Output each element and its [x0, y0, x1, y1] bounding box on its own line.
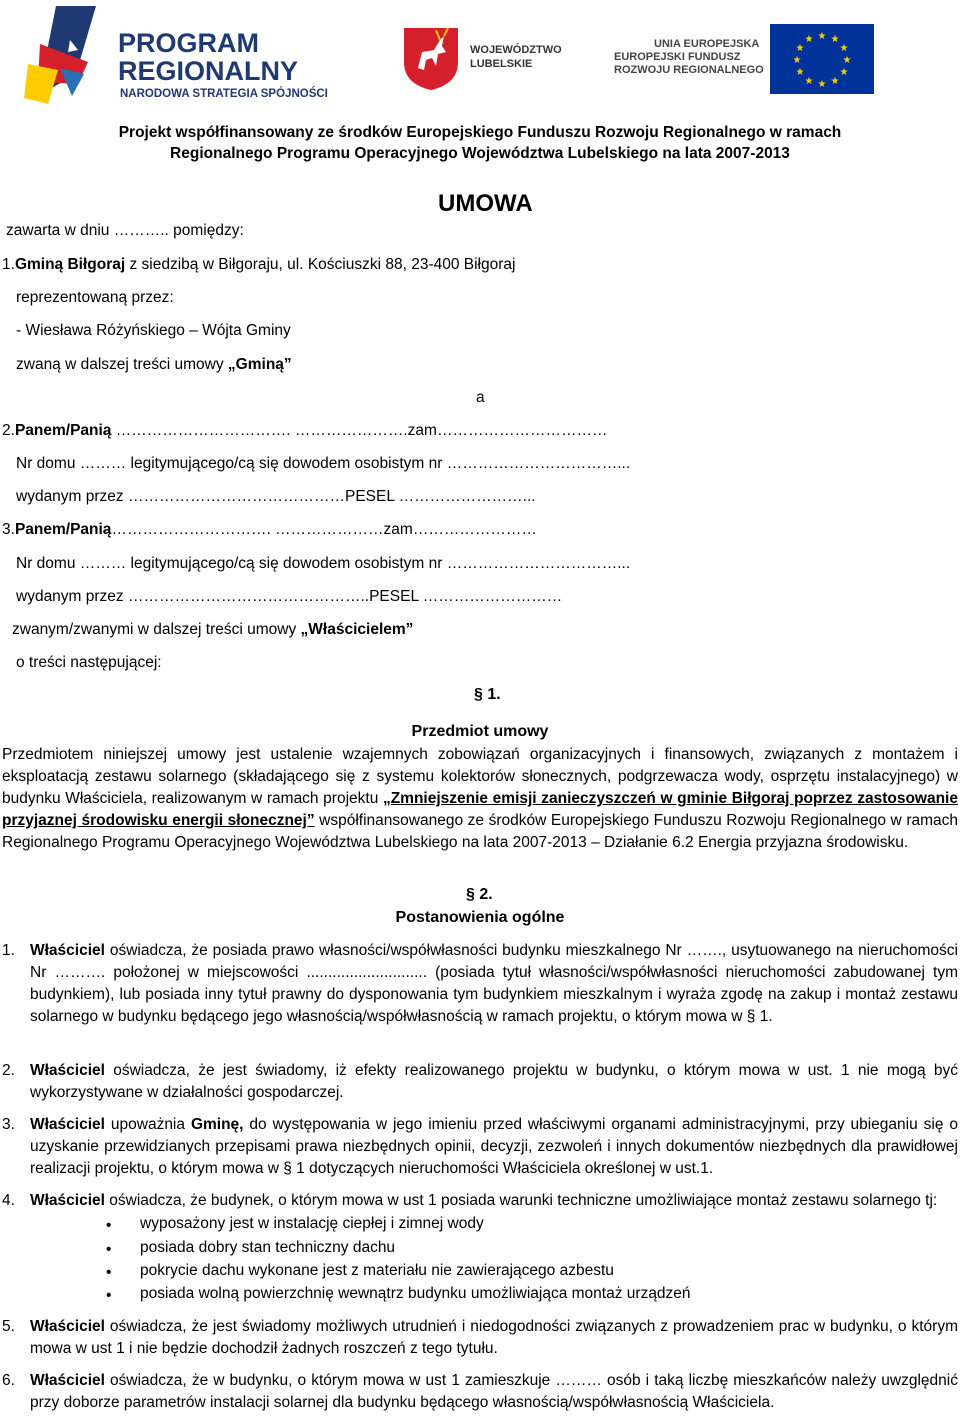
bullet-text: pokrycie dachu wykonane jest z materiału nie zawierającego azbestu [140, 1262, 614, 1279]
zwanym-wlasciciel-line [12, 621, 413, 639]
header-line-2: Regionalnego Programu Operacyjnego Województwa Lubelskiego na lata 2007-2013 [170, 145, 790, 162]
list-item [2, 1316, 958, 1360]
item-number: 4. [2, 1192, 15, 1209]
item-subject: Właściciel [30, 1116, 105, 1133]
item-text: oświadcza, że posiada prawo własności/współwłasności budynku mieszkalnego Nr ……., usytuowanego na nieruchomości Nr ………. położonej w miejscowości ............................ (posiada tytuł własności/współwłasności nieruchomości zabudowanej tym budynkiem), lub posiada inny tytuł prawny do dysponowania tym budynkiem mieszkalnym i wyraża zgodę na zakup i montaż zestawu solarnego w budynku będącego jego własnością/współwłasnością w ramach projektu, o którym mowa w § 1. [30, 942, 958, 1025]
party-3-id-line: Nr domu ……… legitymującego/cą się dowodem osobistym nr ……………………………... [16, 555, 631, 572]
logo-text-fundusz: EUROPEJSKI FUNDUSZ [614, 51, 741, 63]
item-text: oświadcza, że w budynku, o którym mowa w ust 1 zamieszkuje ……… osób i taką liczbę mieszkańców należy uwzględnić przy doborze parametrów instalacji solarnej dla budynku będącego własnością/współwłasnością Właściciela. [30, 1372, 958, 1411]
logo-text-program: PROGRAM [118, 28, 259, 58]
section-1-number: § 1. [474, 686, 501, 703]
svg-text:★: ★ [842, 55, 852, 66]
zwana-text: zwaną w dalszej treści umowy [16, 356, 228, 373]
svg-text:★: ★ [839, 43, 849, 54]
logo-text-unia: UNIA EUROPEJSKA [654, 38, 760, 50]
party-2-number: 2. [2, 422, 15, 439]
section-2-title: Postanowienia ogólne [395, 909, 565, 926]
svg-text:★: ★ [817, 31, 827, 42]
item-subject: Właściciel [30, 1062, 105, 1079]
item-text: upoważnia [104, 1116, 191, 1133]
unia-europejska-logo [610, 24, 880, 94]
logo-text-rozwoju: ROZWOJU REGIONALNEGO [614, 64, 764, 76]
party-3-number: 3. [2, 521, 15, 538]
item-subject: Właściciel [30, 1372, 105, 1389]
logo-text-lubelskie: LUBELSKIE [470, 58, 533, 70]
bullet-icon: • [106, 1264, 112, 1281]
bullet-text: posiada dobry stan techniczny dachu [140, 1239, 396, 1256]
logo-text-strategia: NARODOWA STRATEGIA SPÓJNOŚCI [120, 88, 328, 100]
item-number: 2. [2, 1062, 15, 1079]
party-2-pesel-line: wydanym przez ……………………………………PESEL ……………………... [16, 488, 536, 505]
party-2-blanks: ……………………………. ………………….zam…………………………… [111, 422, 608, 439]
svg-text:★: ★ [817, 79, 827, 90]
party-3-pesel-line: wydanym przez ………………………………………..PESEL ……………………… [16, 588, 563, 605]
svg-text:★: ★ [830, 34, 840, 45]
list-item [2, 940, 958, 1028]
item-text: oświadcza, że budynek, o którym mowa w ust 1 posiada warunki techniczne umożliwiające montaż zestawu solarnego tj: [104, 1192, 938, 1209]
svg-text:★: ★ [804, 76, 814, 87]
bullet-icon: • [106, 1287, 112, 1304]
reprezentowana-line: reprezentowaną przez: [16, 289, 174, 306]
conjunction-a: a [476, 389, 485, 406]
bullet-text: wyposażony jest w instalację ciepłej i zimnej wody [140, 1215, 484, 1232]
eu-flag-icon [770, 24, 874, 94]
party-3-label: Panem/Panią [14, 521, 112, 538]
item-number: 1. [2, 942, 15, 959]
wlasciciel-label: „Właścicielem” [300, 621, 414, 638]
o-tresci-line: o treści następującej: [16, 654, 162, 671]
item-subject: Właściciel [30, 942, 105, 959]
party-2-label: Panem/Panią [14, 422, 112, 439]
party-2-id-line: Nr domu ……… legitymującego/cą się dowodem osobistym nr ……………………………... [16, 455, 631, 472]
logo-text-regionalny: REGIONALNY [118, 56, 299, 86]
svg-text:★: ★ [795, 67, 805, 78]
item-text-2: do występowania w jego imieniu przed właściwymi organami administracyjnymi, przy ubieganiu się o uzyskanie przewidzianych przepisami prawa niezbędnych opinii, decyzji, zezwoleń i innych dokumentów niezbędnych dla prawidłowej realizacji projektu, o którym mowa w § 1 dotyczących nieruchomości Właściciela określonej w ust.1. [30, 1116, 958, 1177]
party-1-line [2, 256, 515, 274]
svg-text:★: ★ [792, 55, 802, 66]
document-title: UMOWA [438, 190, 533, 217]
item-text: oświadcza, że jest świadomy, iż efekty realizowanego projektu w budynku, o którym mowa w ust. 1 nie mogą być wykorzystywane w działalności gospodarczej. [30, 1062, 958, 1101]
section-1-text-b: współfinansowanego ze środków Europejskiego Funduszu Rozwoju Regionalnego w ramach Regionalnego Programu Operacyjnego Województwa Lubelskiego na lata 2007-2013 – Działanie 6.2 Energia przyjazna środowisku. [2, 812, 958, 851]
bullet-text: posiada wolną powierzchnię wewnątrz budynku umożliwiająca montaż urządzeń [140, 1285, 691, 1302]
item-number: 3. [2, 1116, 15, 1133]
svg-text:★: ★ [804, 34, 814, 45]
zwanym-text: zwanym/zwanymi w dalszej treści umowy [12, 621, 301, 638]
section-1-text-a: Przedmiotem niniejszej umowy jest ustalenie wzajemnych zobowiązań organizacyjnych i finansowych, związanych z montażem i eksploatacją zestawu solarnego (składającego się z systemu kolektorów słonecznych, podgrzewacza wody, osprzętu instalacyjnego) w budynku Właściciela, realizowanym w ramach projektu [2, 746, 958, 807]
section-2-number: § 2. [466, 886, 493, 903]
zwana-gmina-line [16, 356, 292, 374]
item-number: 6. [2, 1372, 15, 1389]
wojt-line: - Wiesława Różyńskiego – Wójta Gminy [16, 322, 291, 339]
section-1-title: Przedmiot umowy [411, 723, 549, 740]
list-item [2, 1190, 958, 1212]
party-3-line [2, 521, 537, 539]
bullet-icon: • [106, 1217, 112, 1234]
section-1-paragraph [2, 744, 958, 854]
party-3-blanks: …………………………. …………………zam…………………… [111, 521, 537, 538]
wojewodztwo-lubelskie-logo [400, 22, 570, 92]
item-text: oświadcza, że jest świadomy możliwych utrudnień i niedogodności związanych z prowadzeniem prac w budynku, o którym mowa w ust 1 i nie będzie dochodził żadnych roszczeń z tego tytułu. [30, 1318, 958, 1357]
party-1-address: z siedzibą w Biłgoraju, ul. Kościuszki 88, 23-400 Biłgoraj [125, 256, 516, 273]
item-gmina: Gminę, [190, 1116, 244, 1133]
lubelskie-coat-of-arms-icon [400, 22, 462, 92]
svg-text:★: ★ [830, 76, 840, 87]
logo-text-wojewodztwo: WOJEWÓDZTWO [470, 44, 562, 56]
program-regionalny-logo [18, 4, 358, 108]
list-item [2, 1370, 958, 1414]
item-subject: Właściciel [30, 1318, 105, 1335]
item-number: 5. [2, 1318, 15, 1335]
project-name: „Zmniejszenie emisji zanieczyszczeń w gminie Biłgoraj poprzez zastosowanie przyjaznej środowisku energii słonecznej” [2, 790, 958, 829]
gmina-label: „Gminą” [227, 356, 292, 373]
svg-text:★: ★ [839, 67, 849, 78]
list-item [2, 1060, 958, 1104]
list-item [2, 1114, 958, 1180]
party-2-line [2, 422, 607, 440]
party-1-number: 1. [2, 256, 15, 273]
header-line-1: Projekt współfinansowany ze środków Europejskiego Funduszu Rozwoju Regionalnego w ramach [118, 124, 842, 141]
zawarta-line: zawarta w dniu ……….. pomiędzy: [6, 222, 244, 239]
item-subject: Właściciel [30, 1192, 105, 1209]
svg-text:★: ★ [795, 43, 805, 54]
party-1-name: Gminą Biłgoraj [14, 256, 126, 273]
bullet-icon: • [106, 1241, 112, 1258]
